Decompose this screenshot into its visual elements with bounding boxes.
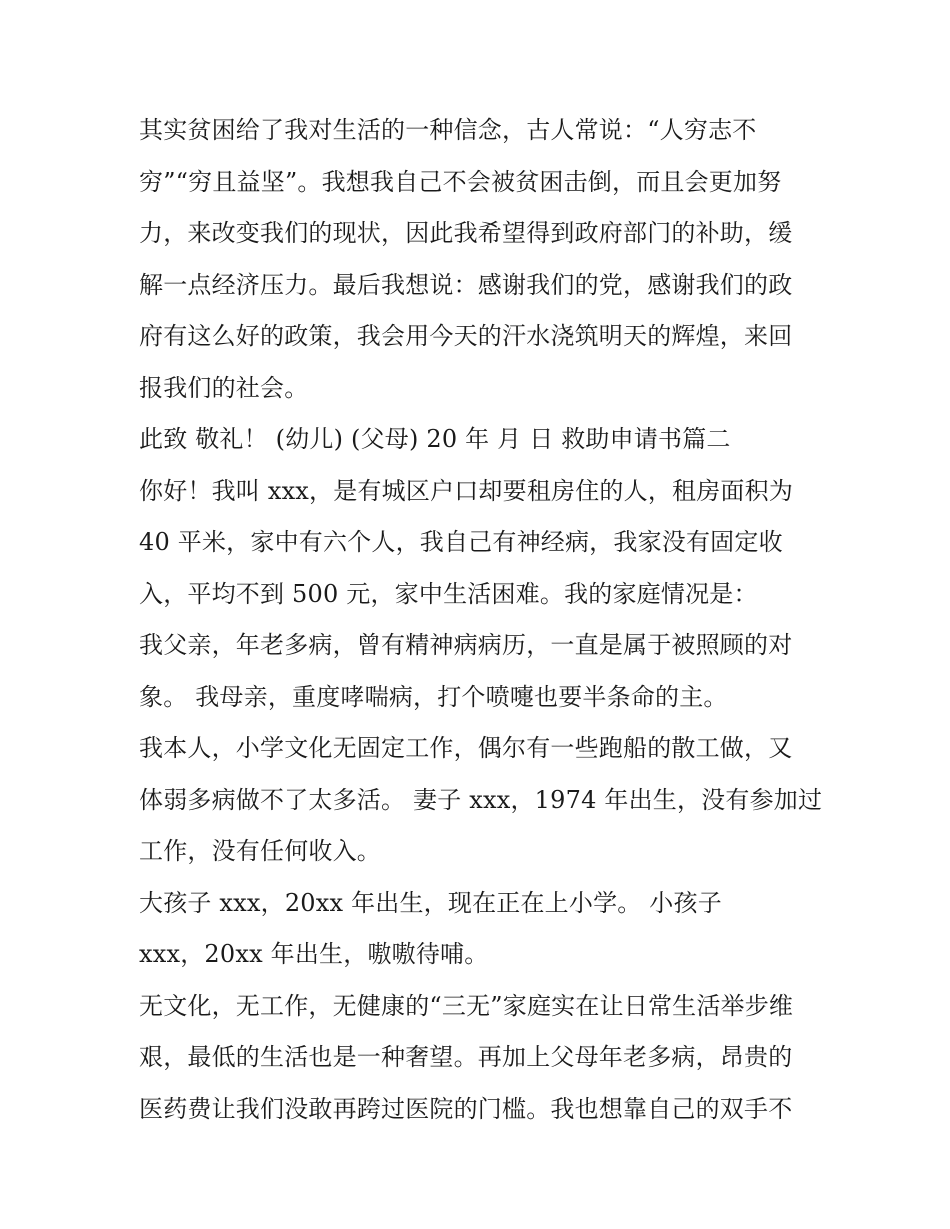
text-line: 你好！我叫 xxx，是有城区户口却要租房住的人，租房面积为 — [139, 476, 794, 505]
text-line: 大孩子 xxx，20xx 年出生，现在正在上小学。 小孩子 — [139, 888, 722, 917]
document-body — [139, 108, 829, 1138]
text-line: 报我们的社会。 — [139, 373, 309, 402]
text-line: 力，来改变我们的现状，因此我希望得到政府部门的补助，缓 — [139, 219, 793, 247]
text-line: 我父亲，年老多病，曾有精神病病历，一直是属于被照顾的对 — [139, 631, 793, 659]
text-line: 此致 敬礼！ (幼儿) (父母) 20 年 月 日 救助申请书篇二 — [139, 425, 731, 453]
text-line: 我本人，小学文化无固定工作，偶尔有一些跑船的散工做，又 — [139, 734, 793, 762]
text-line: 医药费让我们没敢再跨过医院的门槛。我也想靠自己的双手不 — [139, 1094, 793, 1123]
text-line: 象。 我母亲，重度哮喘病，打个喷嚏也要半条命的主。 — [139, 682, 728, 711]
text-line: 无文化，无工作，无健康的“三无”家庭实在让日常生活举步维 — [139, 991, 794, 1020]
text-line: 入，平均不到 500 元，家中生活困难。我的家庭情况是： — [139, 579, 758, 608]
text-line: xxx，20xx 年出生，嗷嗷待哺。 — [139, 940, 489, 968]
text-line: 穷”“穷且益坚”。我想我自己不会被贫困击倒，而且会更加努 — [139, 167, 782, 196]
text-line: 工作，没有任何收入。 — [139, 837, 381, 865]
text-line: 解一点经济压力。最后我想说：感谢我们的党，感谢我们的政 — [139, 270, 793, 299]
text-line: 其实贫困给了我对生活的一种信念，古人常说：“人穷志不 — [139, 116, 757, 144]
text-line: 府有这么好的政策，我会用今天的汗水浇筑明天的辉煌，来回 — [139, 322, 793, 350]
text-line: 艰，最低的生活也是一种奢望。再加上父母年老多病，昂贵的 — [139, 1043, 793, 1071]
text-line: 40 平米，家中有六个人，我自己有神经病，我家没有固定收 — [139, 528, 783, 556]
text-line: 体弱多病做不了太多活。 妻子 xxx，1974 年出生，没有参加过 — [139, 785, 823, 814]
